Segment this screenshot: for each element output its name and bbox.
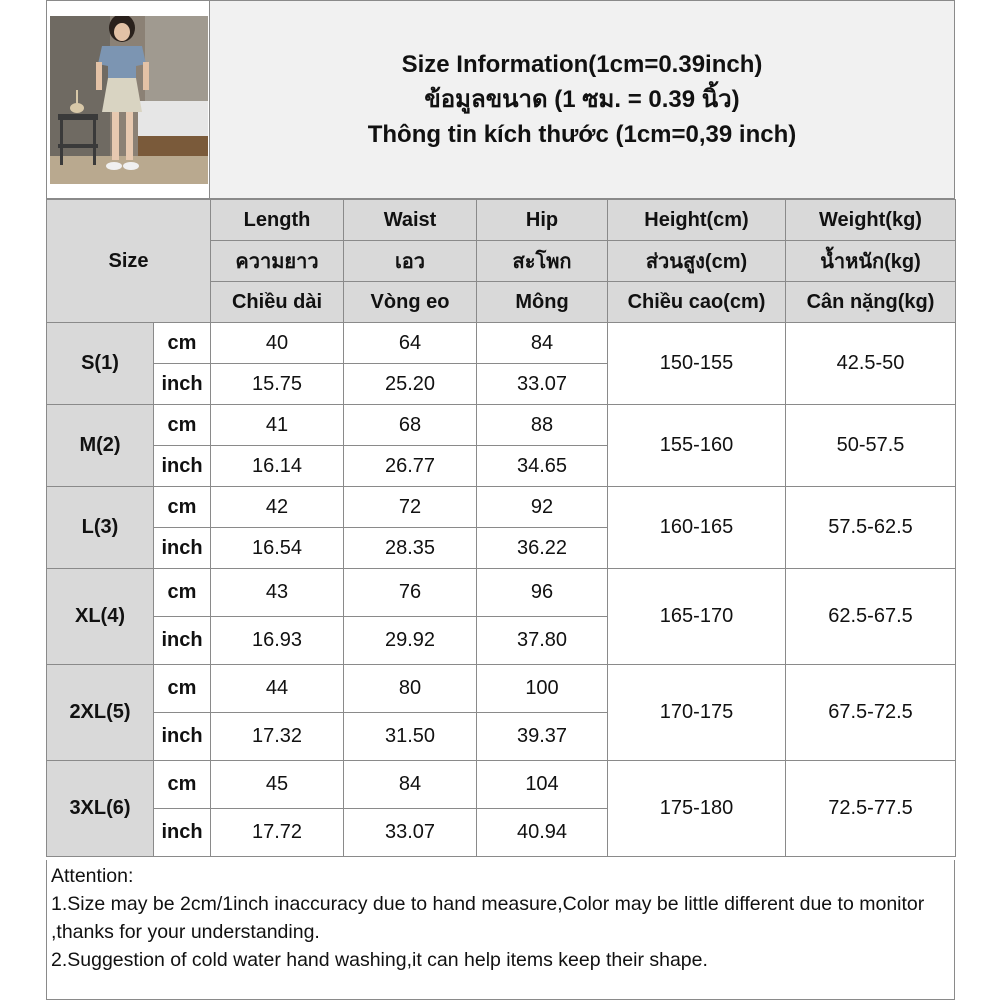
length-cell: 42: [211, 487, 344, 528]
length-cell: 17.32: [211, 713, 344, 761]
length-cell: 16.14: [211, 446, 344, 487]
hip-cell: 104: [477, 761, 608, 809]
length-cell: 43: [211, 569, 344, 617]
size-label: 3XL(6): [47, 761, 154, 857]
length-cell: 40: [211, 323, 344, 364]
hip-cell: 96: [477, 569, 608, 617]
unit-label: inch: [154, 809, 211, 857]
hip-cell: 92: [477, 487, 608, 528]
waist-cell: 64: [344, 323, 477, 364]
weight-cell: 57.5-62.5: [786, 487, 956, 569]
length-cell: 17.72: [211, 809, 344, 857]
col-header-hip-vi: Mông: [477, 282, 608, 323]
waist-cell: 76: [344, 569, 477, 617]
col-header-height-th: ส่วนสูง(cm): [608, 241, 786, 282]
waist-cell: 84: [344, 761, 477, 809]
col-header-waist-en: Waist: [344, 200, 477, 241]
col-header-weight-vi: Cân nặng(kg): [786, 282, 956, 323]
unit-label: inch: [154, 364, 211, 405]
col-header-length-th: ความยาว: [211, 241, 344, 282]
waist-cell: 31.50: [344, 713, 477, 761]
height-cell: 160-165: [608, 487, 786, 569]
unit-label: cm: [154, 665, 211, 713]
unit-label: cm: [154, 405, 211, 446]
weight-cell: 67.5-72.5: [786, 665, 956, 761]
col-header-hip-en: Hip: [477, 200, 608, 241]
waist-cell: 68: [344, 405, 477, 446]
unit-label: inch: [154, 446, 211, 487]
height-cell: 170-175: [608, 665, 786, 761]
notes-heading: Attention:: [51, 865, 134, 887]
waist-cell: 28.35: [344, 528, 477, 569]
col-header-length-en: Length: [211, 200, 344, 241]
length-cell: 45: [211, 761, 344, 809]
unit-label: cm: [154, 487, 211, 528]
height-cell: 150-155: [608, 323, 786, 405]
size-label: XL(4): [47, 569, 154, 665]
height-cell: 155-160: [608, 405, 786, 487]
product-photo: [50, 16, 208, 184]
unit-label: inch: [154, 528, 211, 569]
title-vietnamese: Thông tin kích thước (1cm=0,39 inch): [367, 121, 797, 148]
hip-cell: 40.94: [477, 809, 608, 857]
unit-label: cm: [154, 761, 211, 809]
col-header-hip-th: สะโพก: [477, 241, 608, 282]
size-table: [46, 199, 956, 857]
hip-cell: 88: [477, 405, 608, 446]
size-label: L(3): [47, 487, 154, 569]
length-cell: 44: [211, 665, 344, 713]
length-cell: 41: [211, 405, 344, 446]
height-cell: 165-170: [608, 569, 786, 665]
col-header-height-vi: Chiều cao(cm): [608, 282, 786, 323]
height-cell: 175-180: [608, 761, 786, 857]
unit-label: cm: [154, 323, 211, 364]
col-header-length-vi: Chiều dài: [211, 282, 344, 323]
length-cell: 15.75: [211, 364, 344, 405]
hip-cell: 36.22: [477, 528, 608, 569]
size-chart: [46, 0, 955, 1000]
length-cell: 16.93: [211, 617, 344, 665]
hip-cell: 84: [477, 323, 608, 364]
hip-cell: 37.80: [477, 617, 608, 665]
waist-cell: 72: [344, 487, 477, 528]
col-header-weight-en: Weight(kg): [786, 200, 956, 241]
hip-cell: 33.07: [477, 364, 608, 405]
size-label: 2XL(5): [47, 665, 154, 761]
title-english: Size Information(1cm=0.39inch): [401, 51, 763, 78]
unit-label: inch: [154, 713, 211, 761]
col-header-height-en: Height(cm): [608, 200, 786, 241]
weight-cell: 62.5-67.5: [786, 569, 956, 665]
hip-cell: 39.37: [477, 713, 608, 761]
unit-label: cm: [154, 569, 211, 617]
waist-cell: 33.07: [344, 809, 477, 857]
size-header: Size: [47, 200, 211, 323]
size-label: S(1): [47, 323, 154, 405]
title-block: [210, 0, 955, 199]
attention-notes: [46, 860, 955, 1000]
weight-cell: 50-57.5: [786, 405, 956, 487]
col-header-weight-th: น้ำหนัก(kg): [786, 241, 956, 282]
hip-cell: 100: [477, 665, 608, 713]
col-header-waist-th: เอว: [344, 241, 477, 282]
unit-label: inch: [154, 617, 211, 665]
col-header-waist-vi: Vòng eo: [344, 282, 477, 323]
waist-cell: 25.20: [344, 364, 477, 405]
weight-cell: 72.5-77.5: [786, 761, 956, 857]
product-photo-cell: [46, 0, 210, 199]
weight-cell: 42.5-50: [786, 323, 956, 405]
hip-cell: 34.65: [477, 446, 608, 487]
waist-cell: 29.92: [344, 617, 477, 665]
waist-cell: 26.77: [344, 446, 477, 487]
notes-line-2: 2.Suggestion of cold water hand washing,it can help items keep their shape.: [51, 949, 708, 971]
title-thai: ข้อมูลขนาด (1 ซม. = 0.39 นิ้ว): [424, 86, 740, 113]
size-label: M(2): [47, 405, 154, 487]
waist-cell: 80: [344, 665, 477, 713]
length-cell: 16.54: [211, 528, 344, 569]
notes-line-1: 1.Size may be 2cm/1inch inaccuracy due to hand measure,Color may be little different due to monitor ,thanks for your understanding.: [51, 893, 925, 943]
